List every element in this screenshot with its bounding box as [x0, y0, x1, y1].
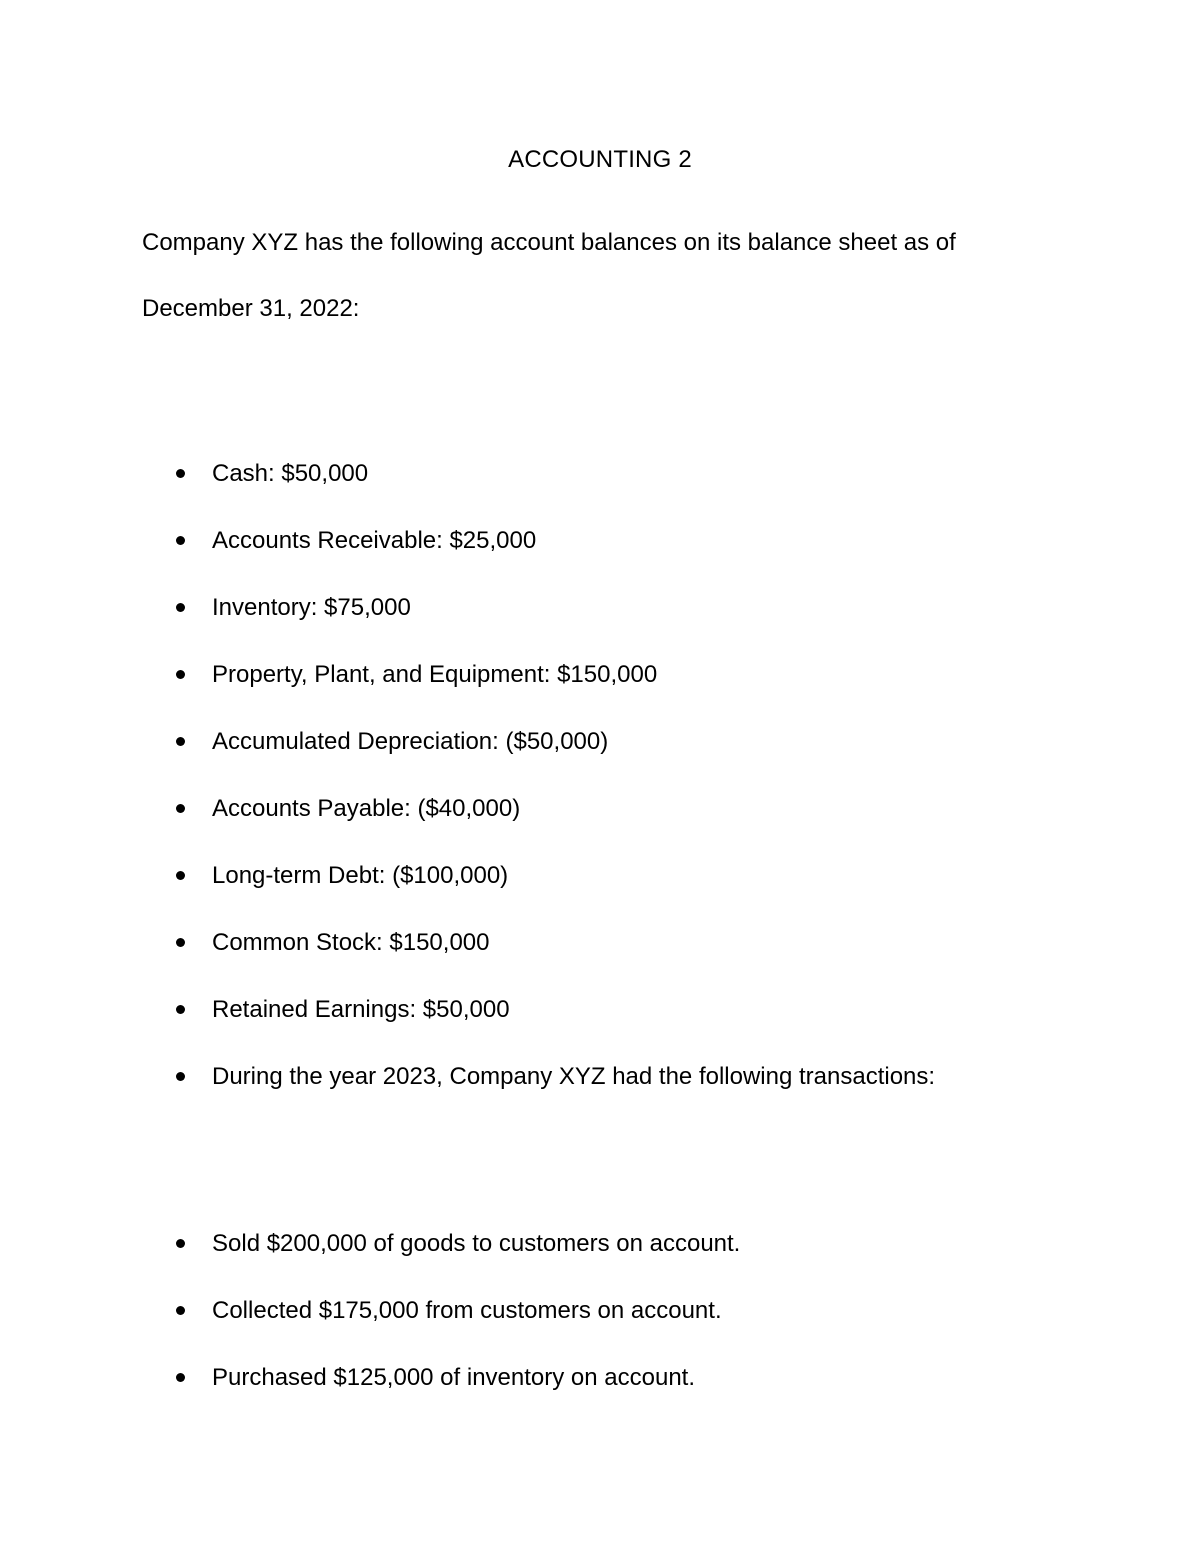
bullet-icon: [176, 737, 185, 746]
bullet-icon: [176, 670, 185, 679]
list-item-text: Property, Plant, and Equipment: $150,000: [212, 661, 658, 688]
list-item-text: Collected $175,000 from customers on account.: [212, 1297, 722, 1324]
document-title: ACCOUNTING 2: [508, 146, 692, 173]
list-item-text: Long-term Debt: ($100,000): [212, 862, 509, 889]
list-item-text: Common Stock: $150,000: [212, 929, 490, 956]
list-item: [0, 858, 1200, 925]
list-item-text: Accounts Payable: ($40,000): [212, 795, 521, 822]
intro-line-1: Company XYZ has the following account balances on its balance sheet as of: [142, 229, 956, 256]
list-item: [0, 1226, 1200, 1293]
balance-list: [0, 456, 1200, 1126]
list-item: [0, 925, 1200, 992]
bullet-icon: [176, 804, 185, 813]
bullet-icon: [176, 536, 185, 545]
transaction-list: [0, 1226, 1200, 1427]
list-item-text: Accounts Receivable: $25,000: [212, 527, 537, 554]
list-item: [0, 992, 1200, 1059]
list-item-text: Retained Earnings: $50,000: [212, 996, 510, 1023]
bullet-icon: [176, 871, 185, 880]
list-item: [0, 791, 1200, 858]
intro-line-2: December 31, 2022:: [142, 295, 360, 322]
bullet-icon: [176, 1005, 185, 1014]
list-item: [0, 724, 1200, 791]
bullet-icon: [176, 1072, 185, 1081]
list-item: [0, 657, 1200, 724]
list-item: [0, 1059, 1200, 1126]
list-item: [0, 456, 1200, 523]
list-item-text: Sold $200,000 of goods to customers on account.: [212, 1230, 741, 1257]
list-item-text: During the year 2023, Company XYZ had the following transactions:: [212, 1063, 936, 1090]
list-item: [0, 1360, 1200, 1427]
list-item-text: Cash: $50,000: [212, 460, 369, 487]
bullet-icon: [176, 603, 185, 612]
list-item-text: Inventory: $75,000: [212, 594, 411, 621]
bullet-icon: [176, 1306, 185, 1315]
list-item: [0, 523, 1200, 590]
bullet-icon: [176, 938, 185, 947]
bullet-icon: [176, 1373, 185, 1382]
list-item-text: Accumulated Depreciation: ($50,000): [212, 728, 609, 755]
list-item: [0, 1293, 1200, 1360]
bullet-icon: [176, 469, 185, 478]
list-item: [0, 590, 1200, 657]
bullet-icon: [176, 1239, 185, 1248]
list-item-text: Purchased $125,000 of inventory on account.: [212, 1364, 695, 1391]
